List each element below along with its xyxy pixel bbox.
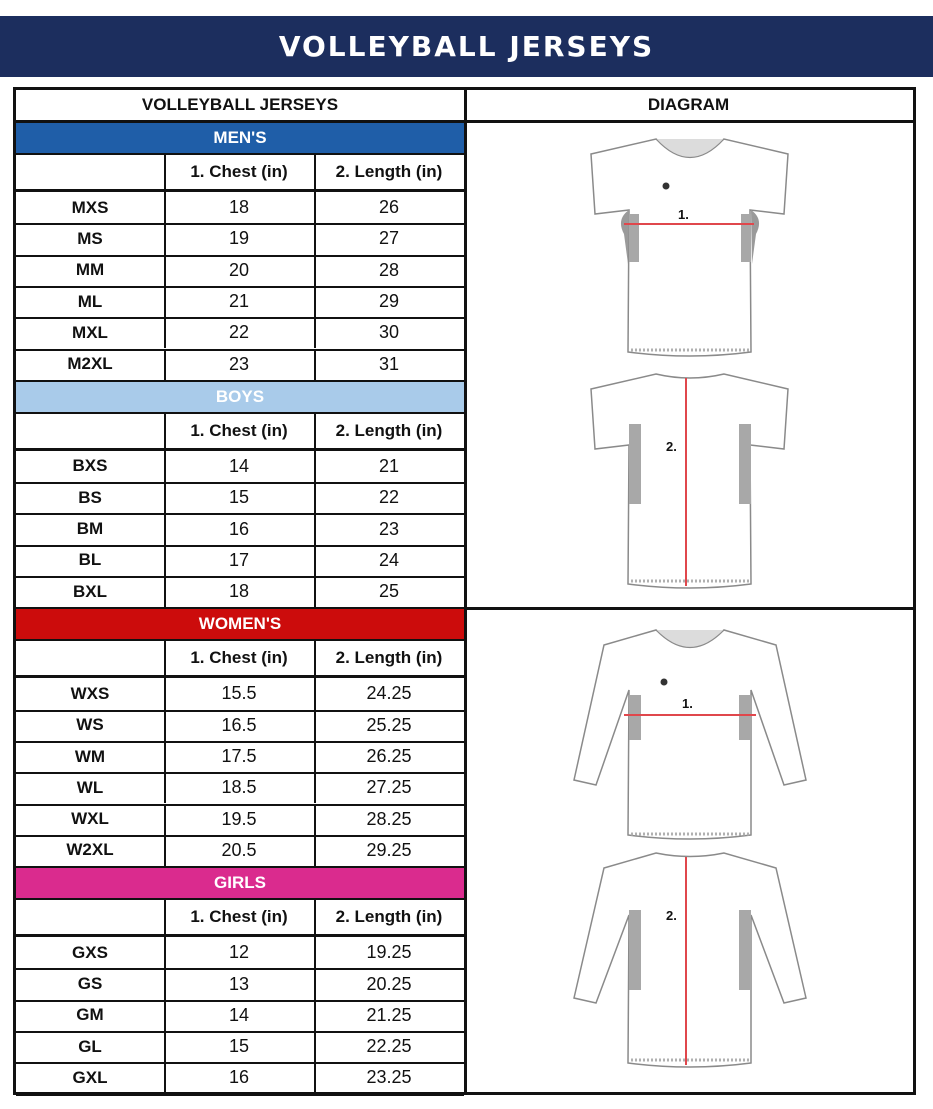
length-value: 30 — [378, 322, 400, 343]
table-rule — [164, 192, 166, 223]
table-rule — [314, 678, 316, 709]
table-rule — [314, 451, 316, 482]
column-header-chest: 1. Chest (in) — [190, 162, 288, 181]
chest-value: 15 — [228, 487, 250, 508]
column-header-length: 2. Length (in) — [335, 907, 443, 927]
table-rule — [314, 772, 316, 803]
table-rule — [314, 255, 316, 286]
table-rule — [164, 1031, 166, 1062]
chest-value: 22 — [228, 322, 250, 343]
table-rule — [314, 1031, 316, 1062]
length-value: 24.25 — [366, 683, 412, 704]
long-sleeve-diagram — [466, 610, 912, 1092]
size-label: ML — [77, 291, 103, 311]
length-value: 25.25 — [366, 714, 412, 735]
column-header-length: 2. Length (in) — [335, 162, 443, 181]
table-rule — [164, 772, 166, 803]
table-rule — [164, 414, 166, 448]
chest-value: 12 — [228, 942, 250, 963]
diagram-header: DIAGRAM — [647, 95, 730, 114]
table-rule — [164, 741, 166, 772]
table-rule — [164, 835, 166, 866]
table-title: VOLLEYBALL JERSEYS — [141, 95, 339, 114]
size-label: MXS — [71, 197, 109, 217]
back-measure-label: 2. — [666, 439, 677, 454]
chest-value: 19.5 — [221, 808, 257, 829]
long-sleeve-back-jersey-icon — [574, 853, 806, 1067]
table-rule — [314, 155, 316, 189]
chest-value: 14 — [228, 1004, 250, 1025]
size-label: WS — [76, 715, 104, 735]
table-rule — [164, 451, 166, 482]
table-rule — [314, 223, 316, 254]
chest-value: 15.5 — [221, 683, 257, 704]
chest-value: 14 — [228, 455, 250, 476]
table-rule — [164, 223, 166, 254]
length-value: 28 — [378, 259, 400, 280]
chest-value: 20 — [228, 259, 250, 280]
table-rule — [164, 937, 166, 968]
size-label: BM — [76, 519, 104, 539]
chest-value: 23 — [228, 353, 250, 374]
chest-value: 13 — [228, 973, 250, 994]
table-rule — [314, 804, 316, 835]
chest-value: 19 — [228, 228, 250, 249]
length-value: 27.25 — [366, 777, 412, 798]
table-rule — [164, 678, 166, 709]
size-label: WM — [74, 746, 106, 766]
chest-value: 20.5 — [221, 839, 257, 860]
chest-value: 16 — [228, 518, 250, 539]
table-rule — [314, 349, 316, 380]
length-value: 27 — [378, 228, 400, 249]
length-value: 19.25 — [366, 942, 412, 963]
short-sleeve-back-jersey-icon — [591, 374, 788, 588]
size-label: MM — [75, 260, 105, 280]
table-rule — [314, 482, 316, 513]
length-value: 29.25 — [366, 839, 412, 860]
table-rule — [164, 155, 166, 189]
section-bar-3: GIRLS — [16, 868, 464, 898]
table-rule — [164, 513, 166, 544]
table-rule — [314, 1062, 316, 1093]
table-rule — [164, 286, 166, 317]
length-value: 20.25 — [366, 973, 412, 994]
table-rule — [314, 414, 316, 448]
table-rule — [164, 1062, 166, 1093]
chest-value: 17.5 — [221, 746, 257, 767]
section-bar-0: MEN'S — [16, 123, 464, 153]
length-value: 26 — [378, 197, 400, 218]
table-rule — [314, 835, 316, 866]
table-rule — [164, 968, 166, 999]
size-label: MXL — [72, 322, 108, 342]
back-measure-label: 2. — [666, 908, 677, 923]
length-value: 21 — [378, 455, 400, 476]
size-label: WXS — [70, 683, 110, 703]
length-value: 31 — [378, 353, 400, 374]
table-rule — [164, 545, 166, 576]
table-rule — [314, 286, 316, 317]
table-rule — [164, 710, 166, 741]
size-label: BS — [78, 487, 102, 507]
long-sleeve-front-jersey-icon — [574, 630, 806, 839]
table-rule — [314, 317, 316, 348]
size-label: BXS — [72, 456, 108, 476]
table-rule — [314, 900, 316, 934]
table-rule — [164, 482, 166, 513]
chest-value: 18 — [228, 197, 250, 218]
length-value: 23 — [378, 518, 400, 539]
length-value: 21.25 — [366, 1004, 412, 1025]
table-rule — [164, 349, 166, 380]
table-rule — [164, 641, 166, 675]
size-label: GXL — [72, 1067, 108, 1087]
chest-value: 21 — [228, 291, 250, 312]
table-rule — [314, 192, 316, 223]
table-rule — [314, 513, 316, 544]
length-value: 25 — [378, 581, 400, 602]
column-header-chest: 1. Chest (in) — [190, 648, 288, 668]
table-rule — [314, 741, 316, 772]
column-header-length: 2. Length (in) — [335, 420, 443, 440]
size-label: BXL — [73, 581, 107, 601]
size-label: GM — [76, 1005, 104, 1025]
table-rule — [314, 937, 316, 968]
size-label: WL — [76, 777, 104, 797]
length-value: 22 — [378, 487, 400, 508]
length-value: 24 — [378, 549, 400, 570]
table-rule — [164, 1000, 166, 1031]
size-label: WXL — [71, 809, 109, 829]
length-value: 29 — [378, 291, 400, 312]
short-sleeve-front-jersey-icon — [591, 139, 788, 356]
table-rule — [164, 255, 166, 286]
chest-value: 15 — [228, 1036, 250, 1057]
front-measure-label: 1. — [678, 207, 689, 222]
length-value: 26.25 — [366, 746, 412, 767]
column-header-length: 2. Length (in) — [335, 648, 443, 668]
table-rule — [314, 710, 316, 741]
size-label: M2XL — [67, 354, 113, 374]
size-label: GXS — [72, 942, 108, 962]
chest-value: 16.5 — [221, 714, 257, 735]
chest-value: 16 — [228, 1067, 250, 1088]
front-measure-label: 1. — [682, 696, 693, 711]
size-label: GL — [78, 1036, 102, 1056]
length-value: 28.25 — [366, 808, 412, 829]
chest-value: 17 — [228, 549, 250, 570]
page-banner — [0, 16, 933, 77]
table-rule — [164, 576, 166, 607]
column-header-chest: 1. Chest (in) — [190, 420, 288, 440]
size-label: MS — [77, 228, 103, 248]
chest-value: 18 — [228, 581, 250, 602]
table-rule — [164, 804, 166, 835]
table-rule — [314, 576, 316, 607]
short-sleeve-diagram — [466, 124, 912, 606]
table-rule — [16, 1094, 464, 1096]
section-bar-2: WOMEN'S — [16, 609, 464, 639]
banner-title: VOLLEYBALL JERSEYS — [278, 30, 655, 63]
table-rule — [164, 317, 166, 348]
size-label: W2XL — [66, 840, 114, 860]
table-rule — [164, 900, 166, 934]
table-rule — [314, 1000, 316, 1031]
table-rule — [314, 641, 316, 675]
section-bar-1: BOYS — [16, 382, 464, 412]
table-rule — [314, 968, 316, 999]
length-value: 23.25 — [366, 1067, 412, 1088]
size-label: BL — [78, 550, 102, 570]
size-label: GS — [77, 974, 103, 994]
column-header-chest: 1. Chest (in) — [190, 907, 288, 927]
chest-value: 18.5 — [221, 777, 257, 798]
table-rule — [314, 545, 316, 576]
length-value: 22.25 — [366, 1036, 412, 1057]
